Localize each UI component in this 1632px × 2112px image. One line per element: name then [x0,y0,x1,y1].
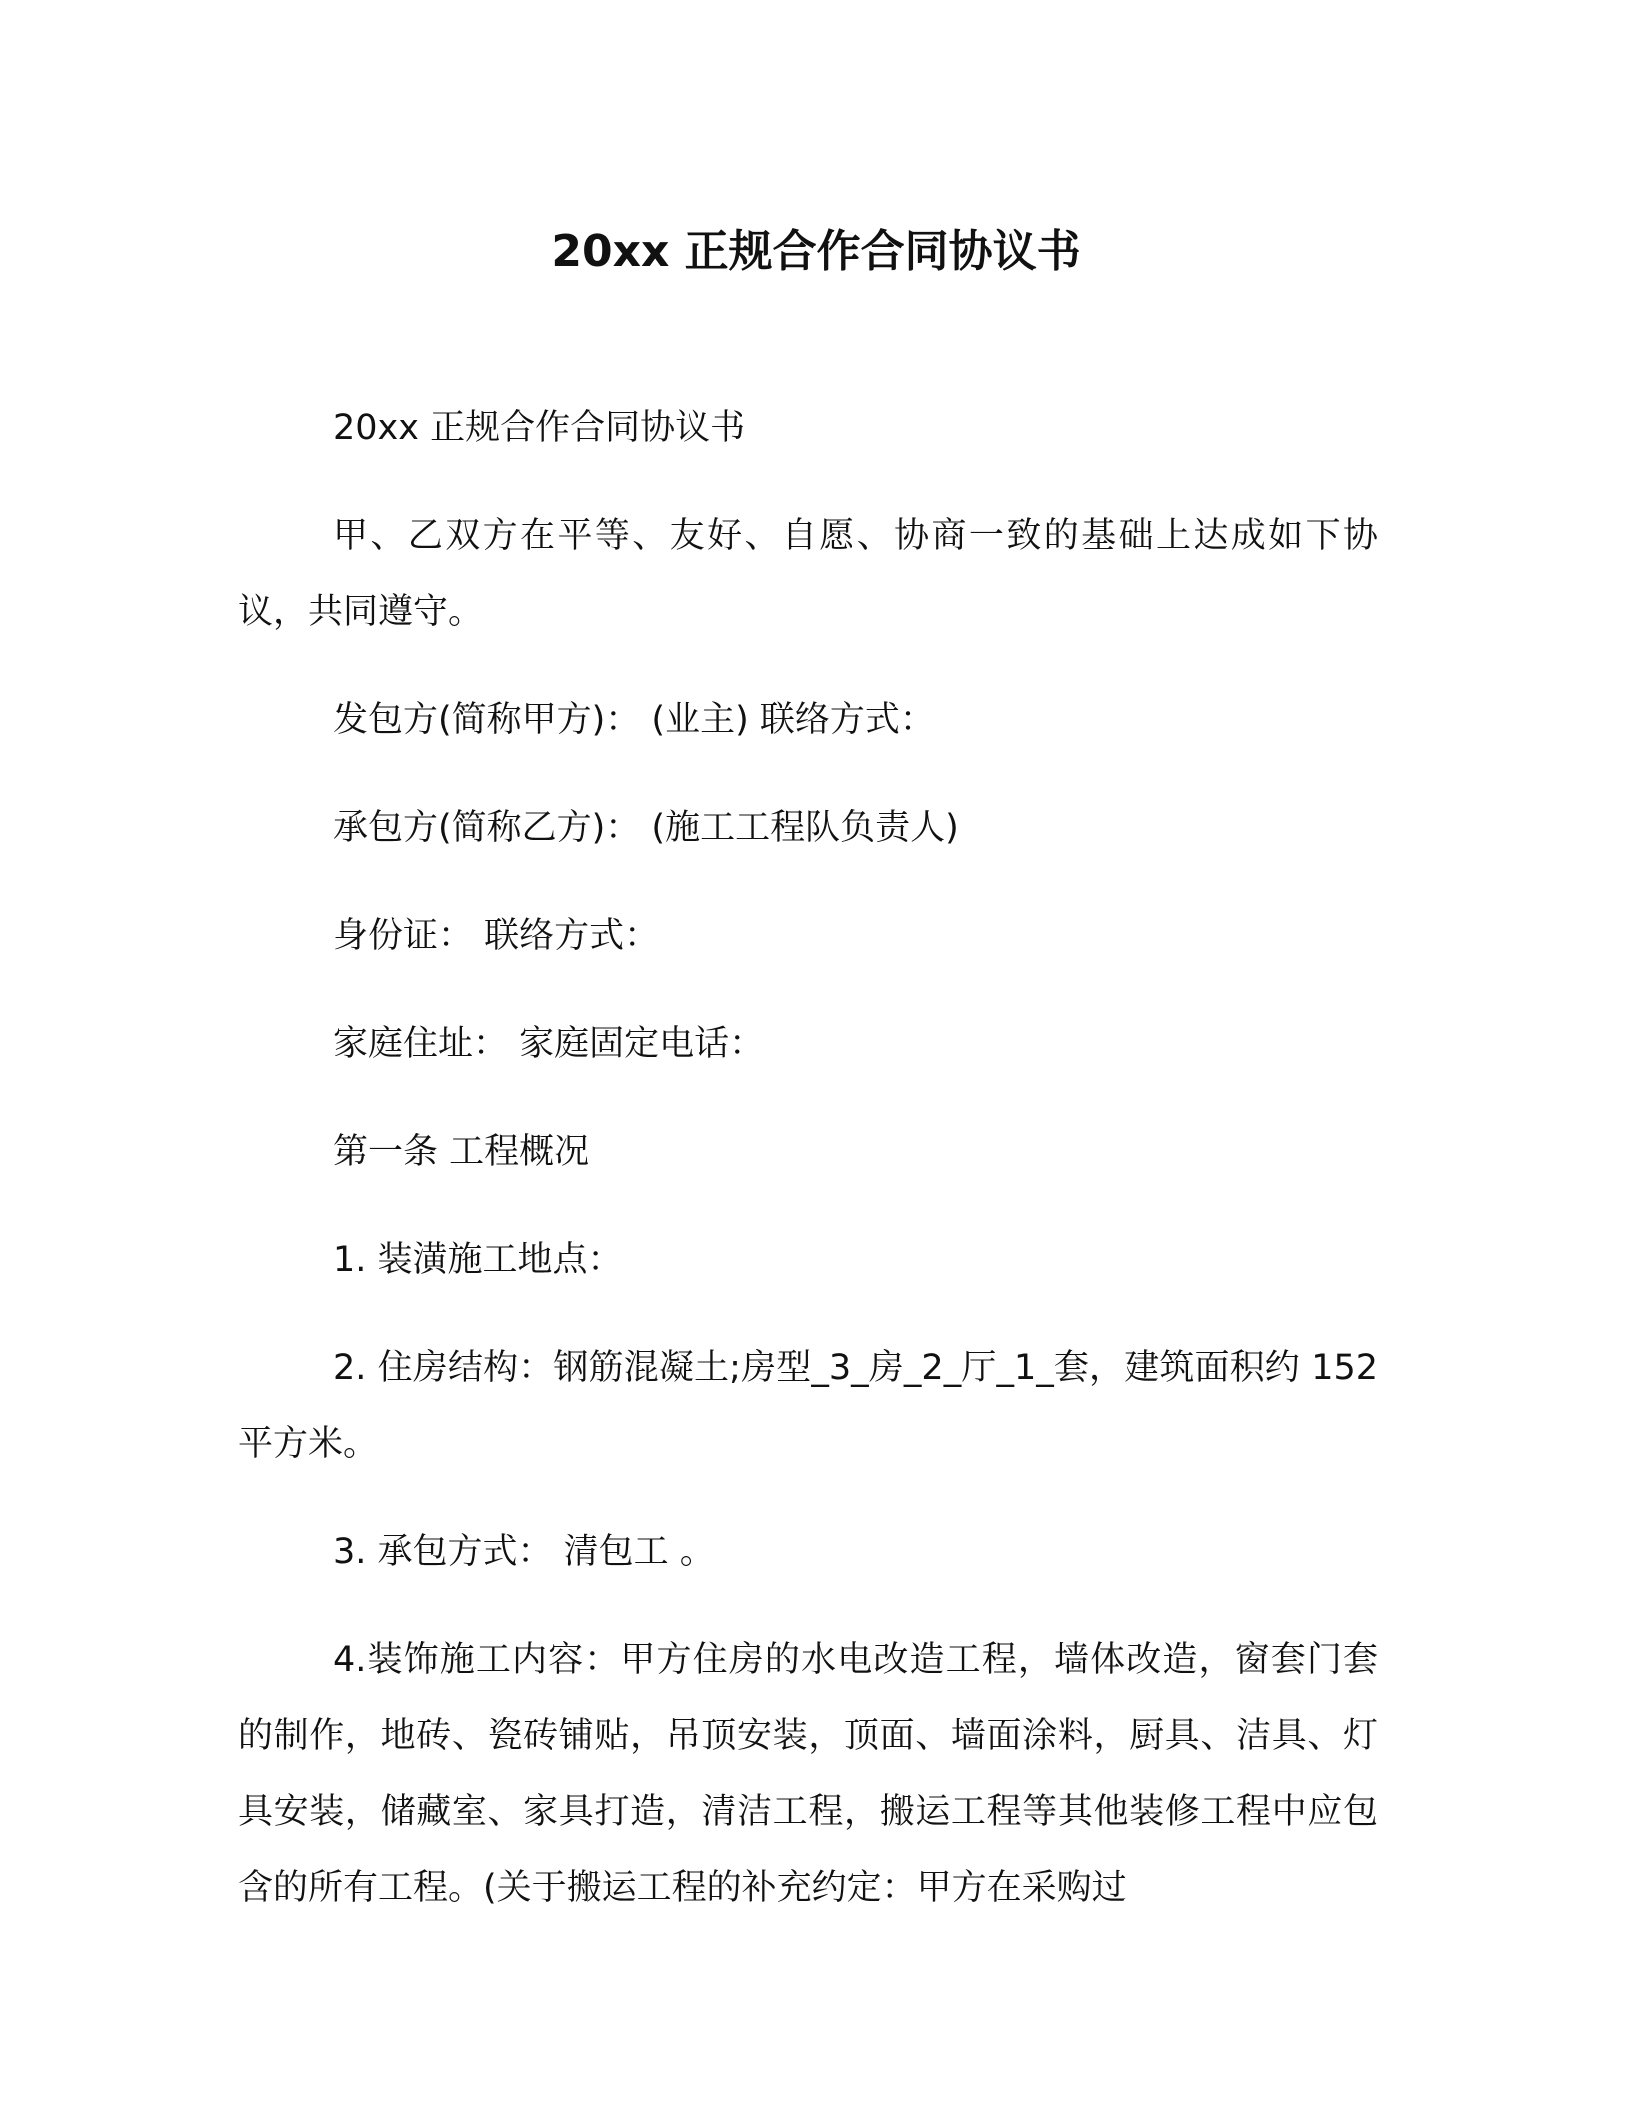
paragraph-home-address: 家庭住址： 家庭固定电话： [333,1024,765,1064]
paragraph-agreement-intro: 甲、乙双方在平等、友好、自愿、协商一致的基础上达成如下协议，共同遵守。 [238,516,1378,632]
list-item-2-structure: 2. 住房结构：钢筋混凝土;房型_3_房_2_厅_1_套，建筑面积约 152 平方米。 [238,1348,1378,1464]
list-item-3-contract-method: 3. 承包方式： 清包工 。 [333,1532,715,1572]
paragraph-id-contact: 身份证： 联络方式： [333,916,660,956]
document-title: 20xx 正规合作合同协议书 [551,226,1081,277]
list-item-4-construction-content: 4.装饰施工内容：甲方住房的水电改造工程，墙体改造，窗套门套的制作，地砖、瓷砖铺贴，吊顶安装，顶面、墙面涂料，厨具、洁具、灯具安装，储藏室、家具打造，清洁工程，搬运工程等其他装修工程中应包含的所有工程。(关于搬运工程的补充约定：甲方在采购过 [238,1640,1378,1908]
list-item-1-location: 1. 装潢施工地点： [333,1240,623,1280]
document-body [238,390,1378,1954]
paragraph-heading-repeat: 20xx 正规合作合同协议书 [333,408,746,448]
section-heading-article-1: 第一条 工程概况 [333,1132,590,1172]
paragraph-party-b: 承包方(简称乙方)： (施工工程队负责人) [333,808,959,848]
paragraph-party-a: 发包方(简称甲方)： (业主) 联络方式： [333,700,935,740]
